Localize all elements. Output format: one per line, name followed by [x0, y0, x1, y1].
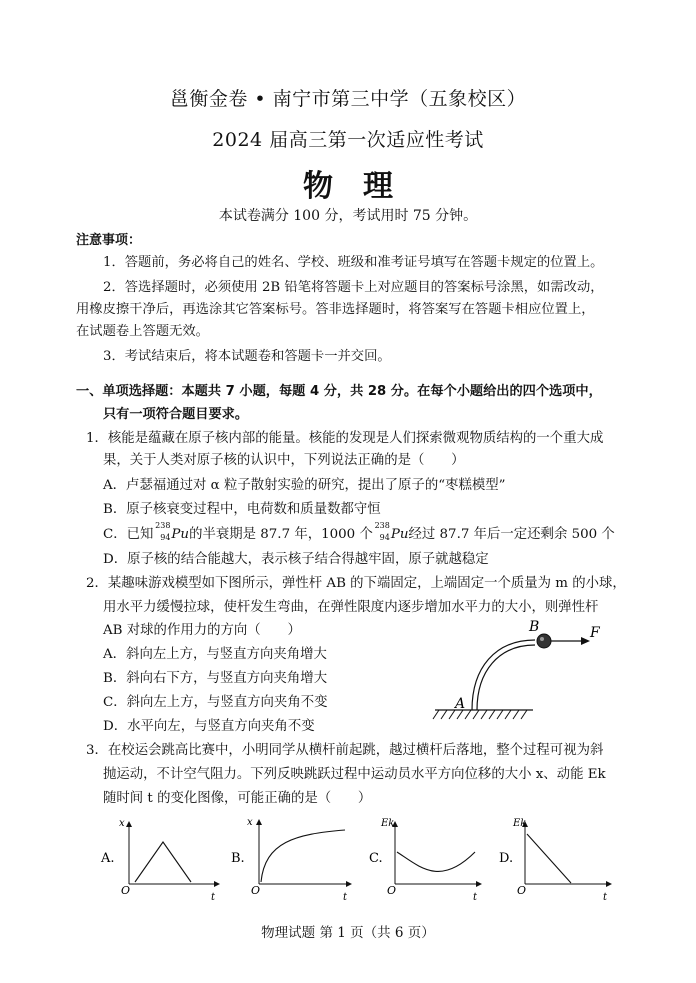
ball [537, 634, 551, 648]
graph-d-origin: O [517, 884, 527, 897]
q3-stem-line-1: 3．在校运会跳高比赛中，小明同学从横杆前起跳，越过横杆后落地，整个过程可视为斜 [86, 743, 604, 758]
graph-a-xlabel: t [211, 892, 216, 903]
graph-a-curve [135, 842, 191, 882]
graph-a [100, 818, 219, 903]
graph-a-ylabel: x [119, 818, 125, 829]
nuclide-symbol-second: Pu [390, 527, 409, 542]
ground-hatch [433, 710, 527, 719]
label-f: F [590, 625, 600, 641]
elastic-rod [472, 640, 535, 710]
note-2-line-3: 在试题卷上答题无效。 [76, 324, 209, 339]
graph-c-ylabel: Ek [381, 818, 395, 829]
graph-b-xlabel: t [343, 892, 348, 903]
q1-option-c [103, 523, 615, 542]
graph-b [231, 817, 351, 903]
q2-stem-line-3: AB 对球的作用力的方向（ ） [103, 623, 301, 638]
graph-a-option: A. [101, 851, 115, 866]
graph-d-curve [527, 834, 571, 883]
q1-stem-line-2: 果，关于人类对原子核的认识中，下列说法正确的是（ ） [103, 453, 465, 468]
graph-b-option: B. [231, 851, 245, 866]
graph-d [499, 818, 611, 903]
label-b: B [529, 619, 540, 635]
q1-stem-line-1: 1．核能是蕴藏在原子核内部的能量。核能的发现是人们探索微观物质结构的一个重大成 [86, 431, 604, 446]
nuclide-symbol: Pu [171, 527, 190, 542]
graph-c-xlabel: t [473, 892, 478, 903]
graph-b-curve [261, 830, 345, 882]
exam-info: 本试卷满分 100 分，考试用时 75 分钟。 [218, 208, 478, 224]
graph-d-ylabel: Ek [513, 818, 527, 829]
note-2-line-1: 2．答选择题时，必须使用 2B 铅笔将答题卡上对应题目的答案标号涂黑，如需改动， [103, 280, 604, 295]
section-heading-line-1: 一、单项选择题：本题共 7 小题，每题 4 分，共 28 分。在每个小题给出的四个选项中， [76, 384, 602, 399]
exam-series-title: 邕衡金卷 • 南宁市第三中学（五象校区） [169, 88, 527, 110]
exam-title: 2024 届高三第一次适应性考试 [212, 129, 484, 151]
q2-stem-line-1: 2．某趣味游戏模型如下图所示，弹性杆 AB 的下端固定，上端固定一个质量为 m 的小球， [86, 576, 626, 591]
subject-title: 物理 [303, 169, 423, 204]
ball-highlight [540, 637, 544, 641]
nuclide-pu-238-second: 238 94 [374, 521, 390, 542]
graph-c-option: C. [369, 851, 383, 866]
q3-stem-line-2: 抛运动，不计空气阻力。下列反映跳跃过程中运动员水平方向位移的大小 x、动能 Ek [103, 767, 606, 782]
force-arrow-head [581, 637, 590, 645]
graph-c-curve [397, 852, 475, 871]
nuclide-pu-238: 238 94 [155, 521, 171, 542]
q3-stem-line-3: 随时间 t 的变化图像，可能正确的是（ ） [103, 791, 372, 806]
q3-graphs [95, 812, 635, 904]
note-2-line-2: 用橡皮擦干净后，再选涂其它答案标号。答非选择题时，将答案写在答题卡相应位置上， [76, 302, 595, 317]
q2-option-d: D．水平向左，与竖直方向夹角不变 [103, 719, 315, 734]
page-footer: 物理试题 第 1 页（共 6 页） [261, 925, 435, 941]
q1-option-c-suffix: 经过 87.7 年后一定还剩余 500 个 [408, 527, 615, 542]
q1-option-c-prefix: C．已知 [103, 527, 154, 542]
note-1: 1．答题前，务必将自己的姓名、学校、班级和准考证号填写在答题卡规定的位置上。 [103, 255, 604, 270]
note-3: 3．考试结束后，将本试题卷和答题卡一并交回。 [103, 349, 391, 364]
q2-stem-line-2: 用水平力缓慢拉球，使杆发生弯曲，在弹性限度内逐步增加水平力的大小，则弹性杆 [103, 600, 599, 615]
graph-c-origin: O [387, 884, 397, 897]
q2-option-b: B．斜向右下方，与竖直方向夹角增大 [103, 671, 328, 686]
graph-a-origin: O [121, 884, 131, 897]
graph-d-xlabel: t [603, 892, 608, 903]
q1-option-c-middle: 的半衰期是 87.7 年，1000 个 [189, 527, 373, 542]
label-a: A [455, 696, 466, 712]
notes-heading: 注意事项： [76, 233, 142, 248]
section-heading-line-2: 只有一项符合题目要求。 [103, 407, 249, 422]
graph-c [369, 818, 481, 903]
q1-option-b: B．原子核衰变过程中，电荷数和质量数都守恒 [103, 502, 381, 517]
q2-option-a: A．斜向左上方，与竖直方向夹角增大 [103, 647, 327, 662]
elastic-rod-inner [477, 645, 535, 710]
q2-rod-figure [425, 618, 605, 728]
graph-b-origin: O [251, 884, 261, 897]
q1-option-a: A．卢瑟福通过对 α 粒子散射实验的研究，提出了原子的“枣糕模型” [103, 478, 506, 493]
q1-option-d: D．原子核的结合能越大，表示核子结合得越牢固，原子就越稳定 [103, 552, 489, 567]
graph-b-ylabel: x [247, 817, 253, 828]
q2-option-c: C．斜向左上方，与竖直方向夹角不变 [103, 695, 328, 710]
graph-d-option: D. [499, 851, 514, 866]
